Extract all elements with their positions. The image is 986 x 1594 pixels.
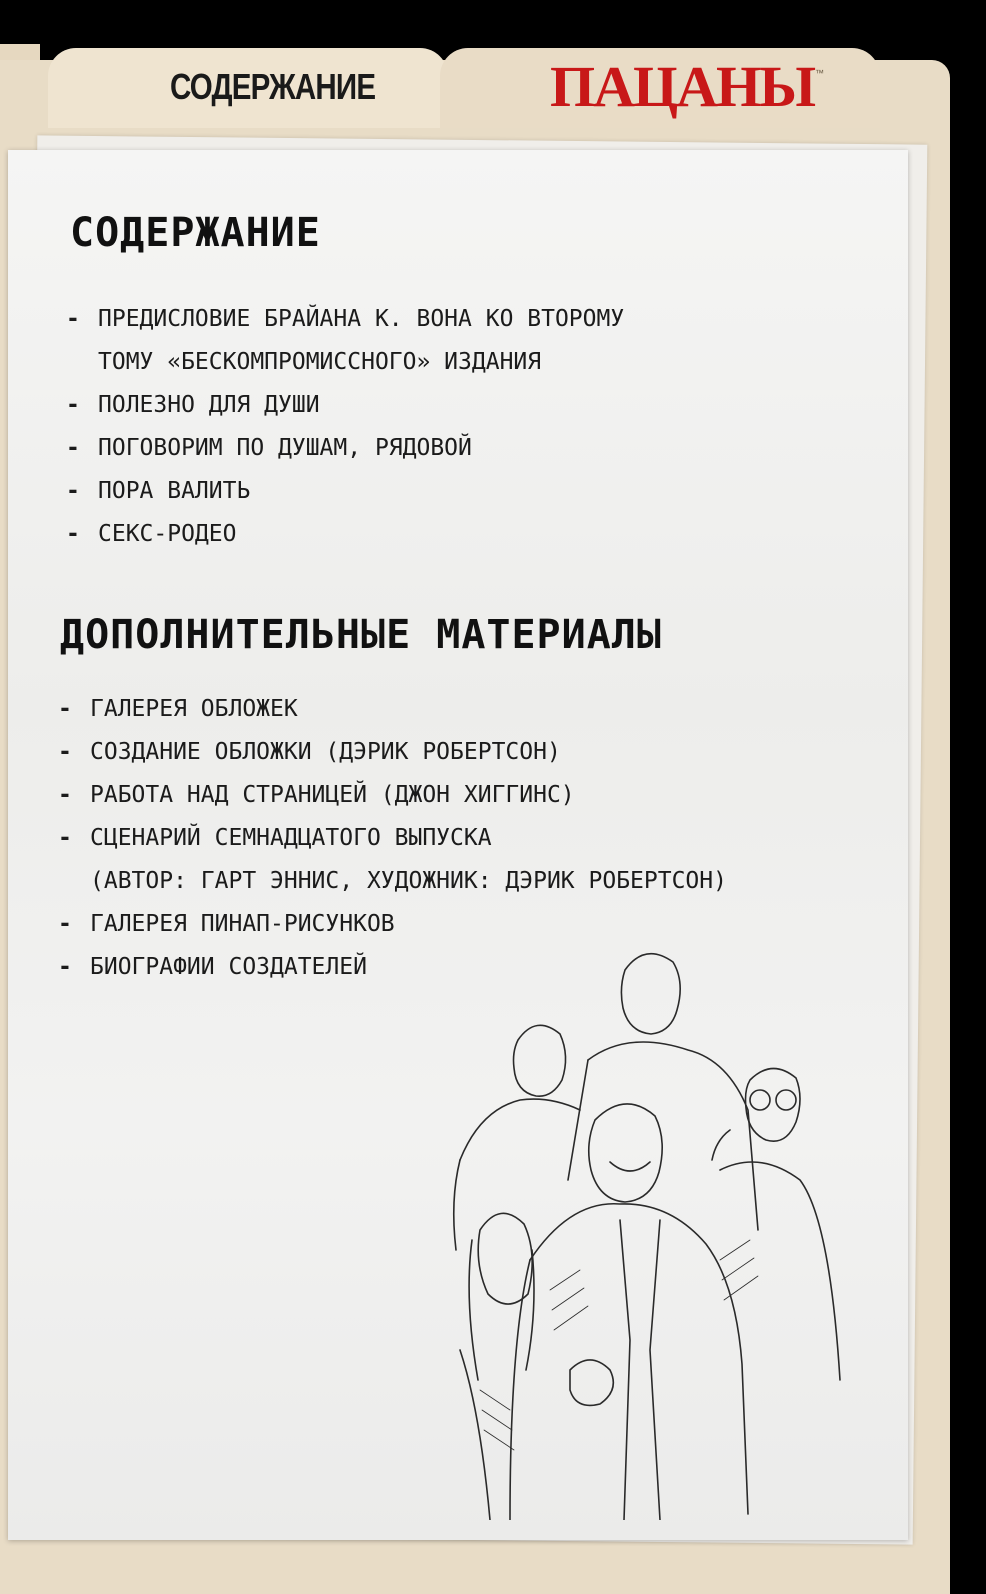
toc-item: - ГАЛЕРЕЯ ПИНАП-РИСУНКОВ bbox=[58, 911, 395, 937]
toc-item: - БИОГРАФИИ СОЗДАТЕЛЕЙ bbox=[58, 954, 367, 980]
extras-heading: ДОПОЛНИТЕЛЬНЫЕ МАТЕРИАЛЫ bbox=[60, 612, 662, 658]
contents-list bbox=[66, 298, 624, 556]
tab-title: СОДЕРЖАНИЕ bbox=[170, 66, 376, 107]
toc-item: - СЕКС-РОДЕО bbox=[66, 521, 237, 547]
toc-item: - ГАЛЕРЕЯ ОБЛОЖЕК bbox=[58, 696, 298, 722]
toc-item: - ПРЕДИСЛОВИЕ БРАЙАНА К. ВОНА КО ВТОРОМУ ТОМУ «БЕСКОМПРОМИССНОГО» ИЗДАНИЯ bbox=[66, 306, 625, 375]
character-sketch-illustration bbox=[420, 930, 870, 1520]
toc-item: - РАБОТА НАД СТРАНИЦЕЙ (ДЖОН ХИГГИНС) bbox=[58, 782, 575, 808]
logo-trademark: ™ bbox=[815, 68, 824, 78]
toc-item: - СОЗДАНИЕ ОБЛОЖКИ (ДЭРИК РОБЕРТСОН) bbox=[58, 739, 561, 765]
toc-item: - СЦЕНАРИЙ СЕМНАДЦАТОГО ВЫПУСКА (АВТОР: ГАРТ ЭННИС, ХУДОЖНИК: ДЭРИК РОБЕРТСОН) bbox=[58, 825, 727, 894]
logo: ПАЦАНЫ bbox=[550, 54, 815, 119]
toc-item: - ПОГОВОРИМ ПО ДУШАМ, РЯДОВОЙ bbox=[66, 435, 472, 461]
toc-item: - ПОРА ВАЛИТЬ bbox=[66, 478, 251, 504]
toc-item: - ПОЛЕЗНО ДЛЯ ДУШИ bbox=[66, 392, 320, 418]
contents-heading: СОДЕРЖАНИЕ bbox=[70, 210, 321, 256]
